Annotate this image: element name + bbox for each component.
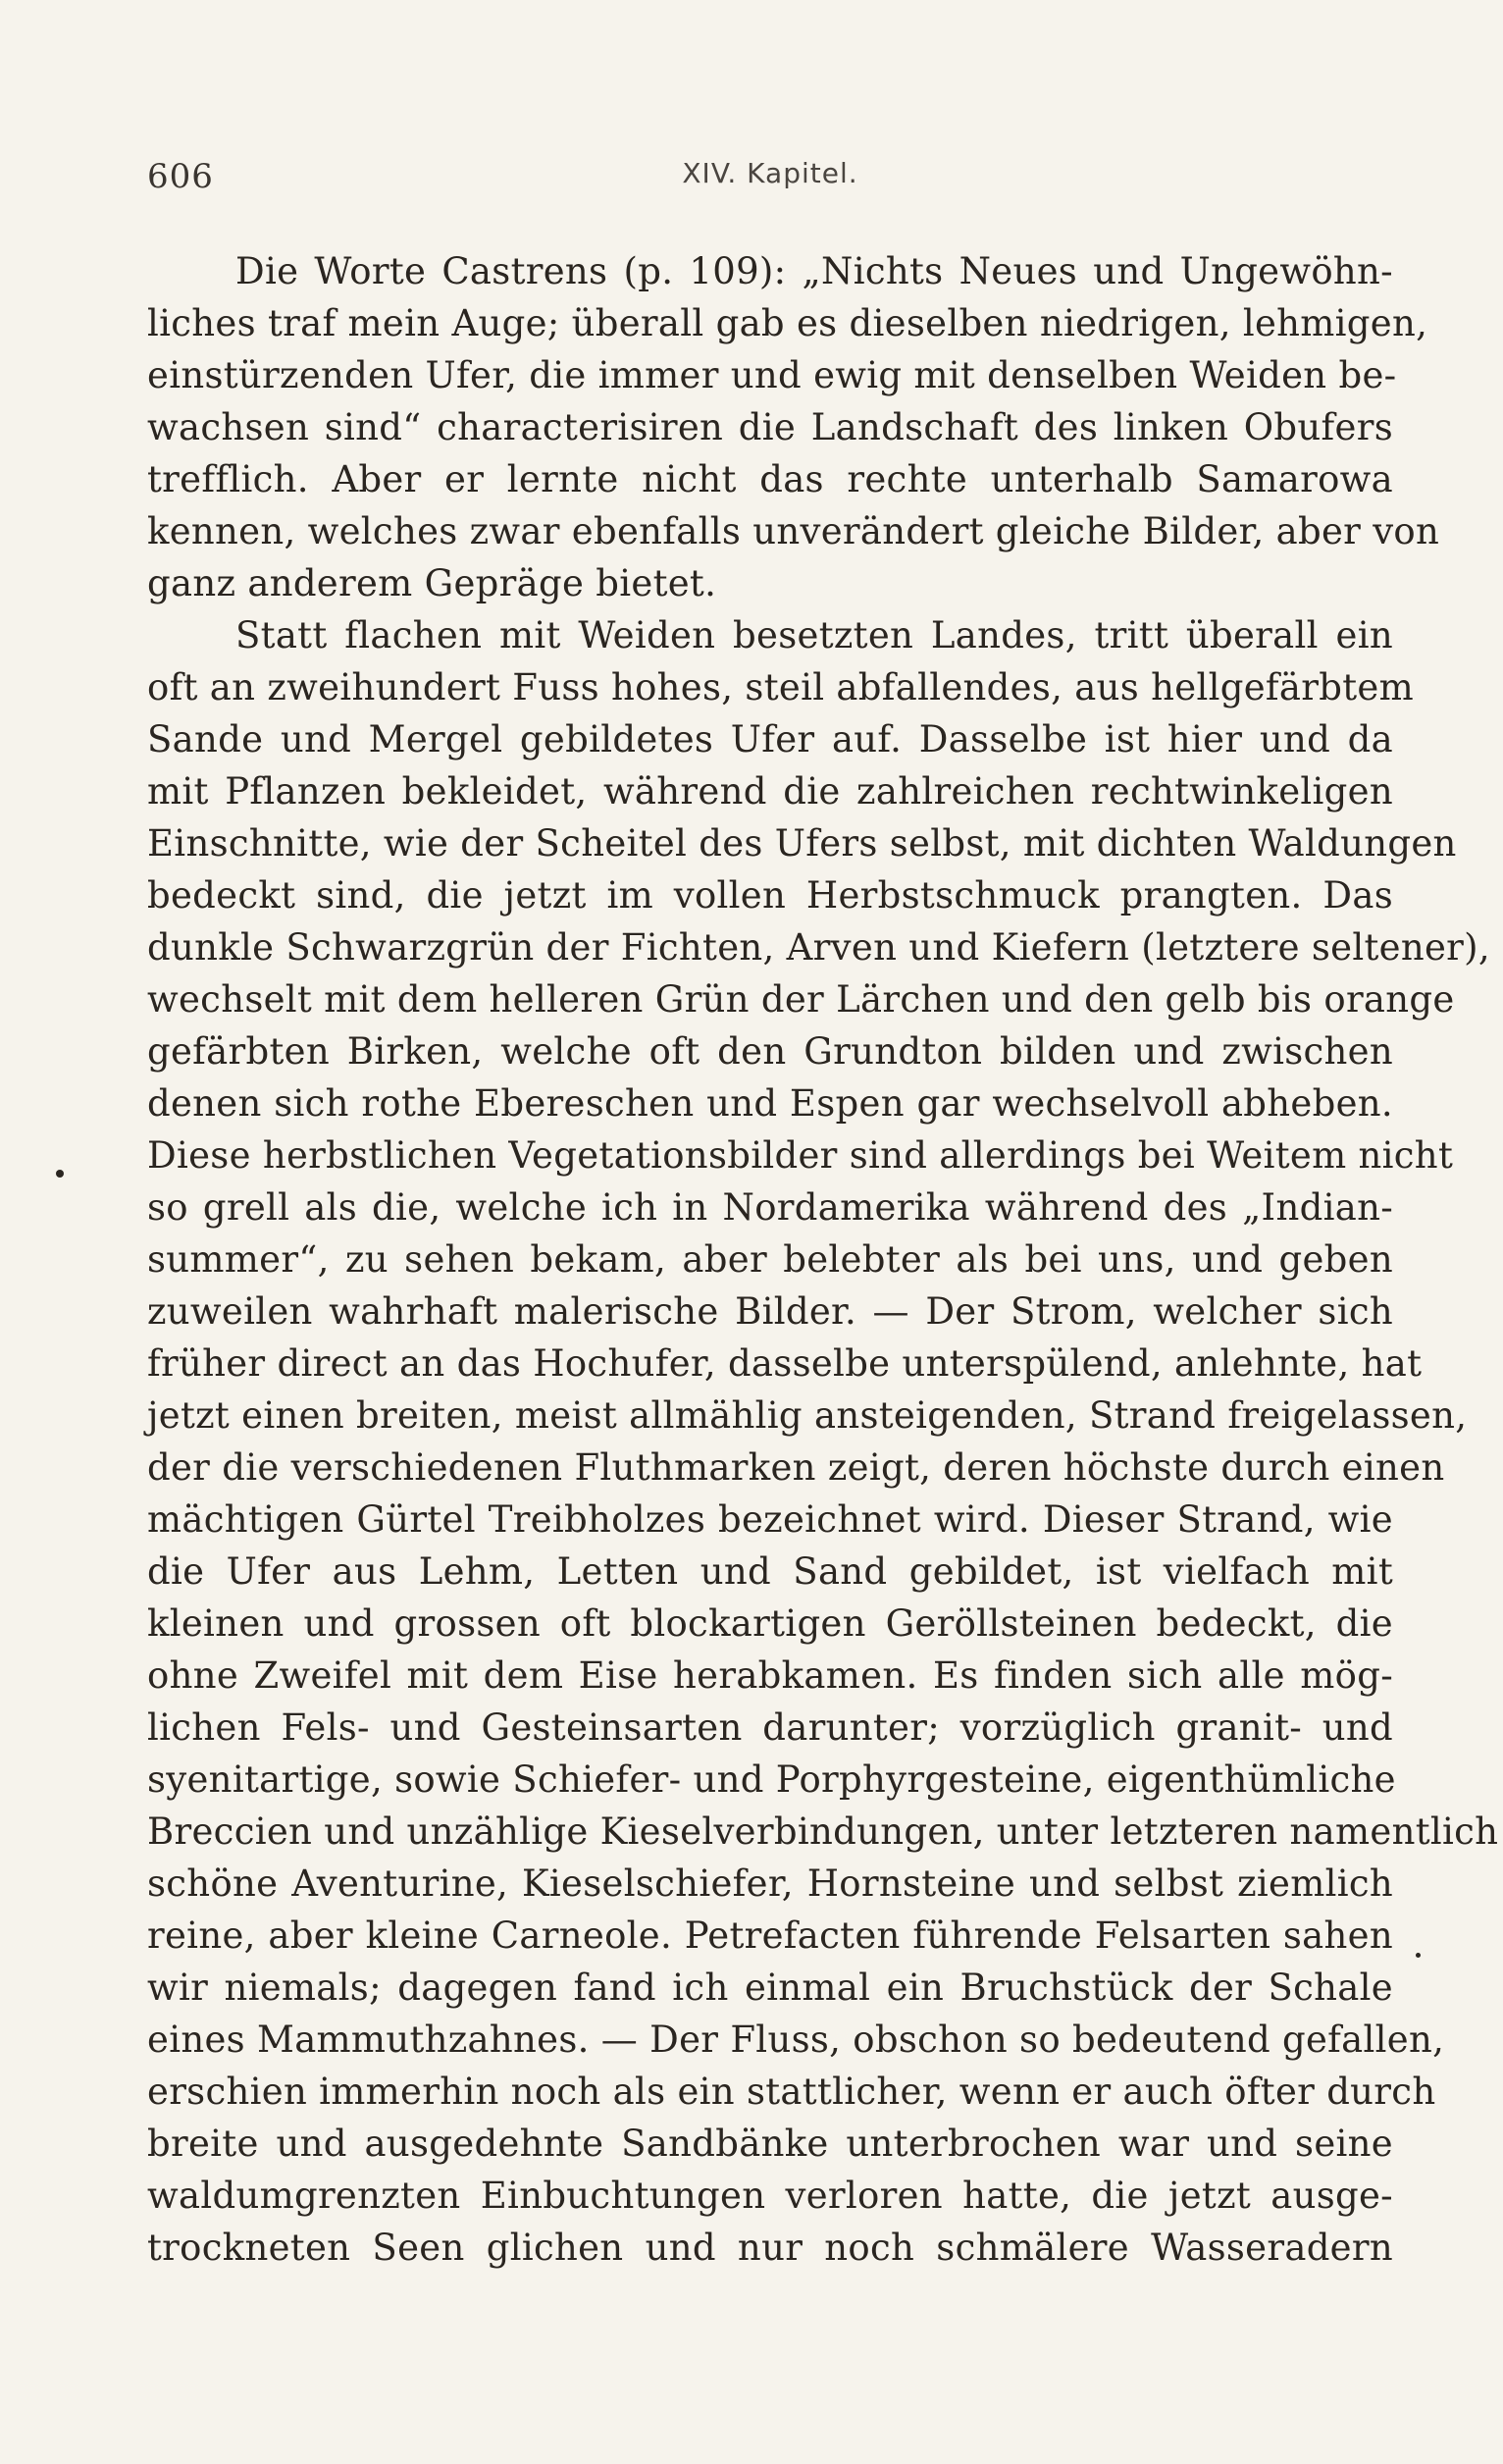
ink-speck bbox=[1416, 1953, 1421, 1958]
body-text bbox=[147, 245, 1499, 2274]
text-line: eines Mammuthzahnes. — Der Fluss, obschon so bedeutend gefallen, bbox=[147, 2018, 1445, 2061]
text-line: liches traf mein Auge; überall gab es dieselben niedrigen, lehmigen, bbox=[147, 302, 1428, 344]
text-line: bedeckt sind, die jetzt im vollen Herbstschmuck prangten. Das bbox=[147, 874, 1393, 917]
text-line: trefflich. Aber er lernte nicht das rechte unterhalb Samarowa bbox=[147, 458, 1393, 500]
text-line: Die Worte Castrens (p. 109): „Nichts Neues und Ungewöhn- bbox=[235, 250, 1393, 292]
text-line: ohne Zweifel mit dem Eise herabkamen. Es finden sich alle mög- bbox=[147, 1654, 1393, 1697]
text-line: Breccien und unzählige Kieselverbindungen, unter letzteren namentlich bbox=[147, 1810, 1499, 1853]
text-line: wechselt mit dem helleren Grün der Lärchen und den gelb bis orange bbox=[147, 978, 1455, 1021]
running-head: XIV. Kapitel. bbox=[682, 157, 858, 189]
text-line: Statt flachen mit Weiden besetzten Landes, tritt überall ein bbox=[235, 614, 1393, 656]
text-line: mächtigen Gürtel Treibholzes bezeichnet wird. Dieser Strand, wie bbox=[147, 1498, 1393, 1541]
text-line: denen sich rothe Ebereschen und Espen gar wechselvoll abheben. bbox=[147, 1082, 1393, 1125]
page-number: 606 bbox=[147, 157, 214, 196]
text-line: mit Pflanzen bekleidet, während die zahlreichen rechtwinkeligen bbox=[147, 770, 1393, 813]
text-line: wir niemals; dagegen fand ich einmal ein Bruchstück der Schale bbox=[147, 1966, 1393, 2009]
text-line: breite und ausgedehnte Sandbänke unterbrochen war und seine bbox=[147, 2123, 1393, 2165]
text-line: syenitartige, sowie Schiefer- und Porphyrgesteine, eigenthümliche bbox=[147, 1758, 1396, 1801]
text-line: schöne Aventurine, Kieselschiefer, Hornsteine und selbst ziemlich bbox=[147, 1862, 1393, 1905]
text-line: waldumgrenzten Einbuchtungen verloren hatte, die jetzt ausge- bbox=[147, 2175, 1393, 2217]
text-line: oft an zweihundert Fuss hohes, steil abfallendes, aus hellgefärbtem bbox=[147, 666, 1414, 708]
text-line: summer“, zu sehen bekam, aber belebter als bei uns, und geben bbox=[147, 1238, 1393, 1281]
page-header bbox=[147, 157, 1393, 206]
text-line: ganz anderem Gepräge bietet. bbox=[147, 562, 717, 604]
text-line: Sande und Mergel gebildetes Ufer auf. Dasselbe ist hier und da bbox=[147, 718, 1393, 760]
text-line: reine, aber kleine Carneole. Petrefacten führende Felsarten sahen bbox=[147, 1914, 1393, 1957]
text-line: wachsen sind“ characterisiren die Landschaft des linken Obufers bbox=[147, 406, 1393, 448]
text-line: kennen, welches zwar ebenfalls unverändert gleiche Bilder, aber von bbox=[147, 510, 1440, 552]
text-line: jetzt einen breiten, meist allmählig ansteigenden, Strand freigelassen, bbox=[147, 1394, 1468, 1437]
text-line: so grell als die, welche ich in Nordamerika während des „Indian- bbox=[147, 1186, 1393, 1229]
text-line: Einschnitte, wie der Scheitel des Ufers selbst, mit dichten Waldungen bbox=[147, 822, 1457, 865]
text-line: der die verschiedenen Fluthmarken zeigt, deren höchste durch einen bbox=[147, 1446, 1445, 1489]
text-line: erschien immerhin noch als ein stattlicher, wenn er auch öfter durch bbox=[147, 2071, 1436, 2113]
text-line: die Ufer aus Lehm, Letten und Sand gebildet, ist vielfach mit bbox=[147, 1550, 1393, 1593]
text-line: Diese herbstlichen Vegetationsbilder sind allerdings bei Weitem nicht bbox=[147, 1134, 1454, 1177]
text-line: dunkle Schwarzgrün der Fichten, Arven und Kiefern (letztere seltener), bbox=[147, 926, 1490, 969]
text-line: kleinen und grossen oft blockartigen Geröllsteinen bedeckt, die bbox=[147, 1602, 1393, 1645]
text-line: lichen Fels- und Gesteinsarten darunter; vorzüglich granit- und bbox=[147, 1706, 1393, 1749]
text-line: zuweilen wahrhaft malerische Bilder. — Der Strom, welcher sich bbox=[147, 1290, 1393, 1333]
ink-speck bbox=[56, 1170, 64, 1178]
text-line: trockneten Seen glichen und nur noch schmälere Wasseradern bbox=[147, 2227, 1393, 2269]
text-line: einstürzenden Ufer, die immer und ewig mit denselben Weiden be- bbox=[147, 354, 1397, 396]
text-line: früher direct an das Hochufer, dasselbe unterspülend, anlehnte, hat bbox=[147, 1342, 1423, 1385]
text-line: gefärbten Birken, welche oft den Grundton bilden und zwischen bbox=[147, 1030, 1393, 1073]
